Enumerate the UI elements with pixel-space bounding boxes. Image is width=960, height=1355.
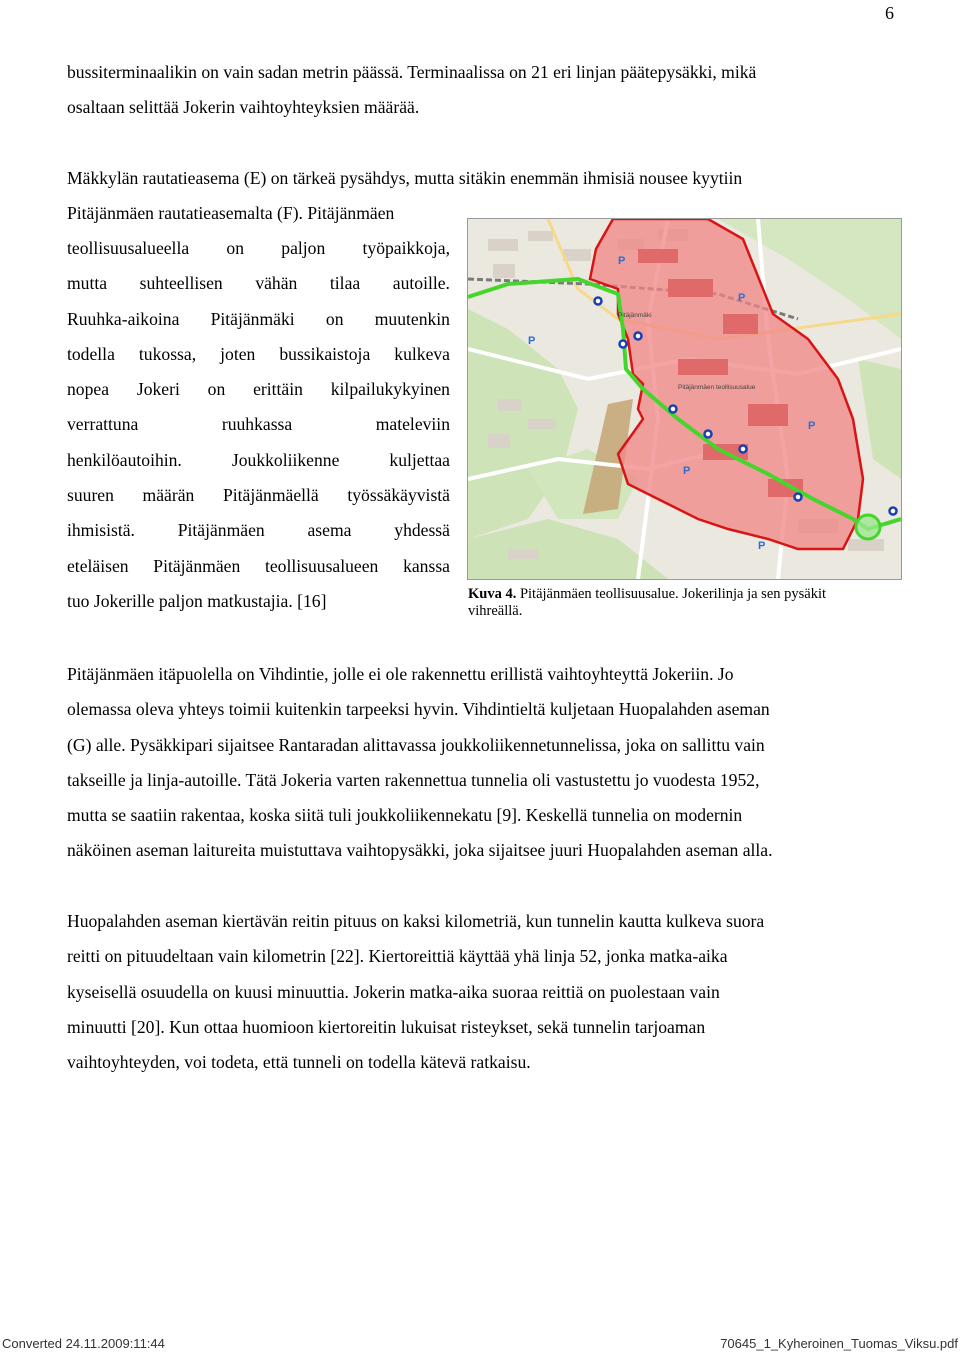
word: Pitäjänmäen: [177, 520, 265, 541]
text-line: mutta se saatiin rakentaa, koska siitä tuli joukkoliikennekatu [9]. Keskellä tunnelia on modernin: [67, 805, 743, 826]
word: teollisuusalueella: [67, 238, 190, 258]
word: Jokeri: [136, 379, 180, 400]
vihdintie-paragraph: [67, 657, 894, 869]
word: on: [207, 379, 226, 400]
justified-line: [67, 372, 450, 407]
footer-filename: 70645_1_Kyheroinen_Tuomas_Viksu.pdf: [720, 1336, 958, 1351]
word: suhteellisen: [139, 273, 223, 294]
stop-icon: [670, 406, 677, 413]
text-line: reitti on pituudeltaan vain kilometrin [22]. Kiertoreittiä käyttää yhä linja 52, jonka matka-aika: [67, 946, 728, 967]
text-fragment: Pitäjänmäen: [307, 203, 395, 224]
stop-icon: [740, 446, 747, 453]
word: kilpailukykyinen: [330, 379, 450, 400]
map-figure: [467, 218, 902, 580]
word: työpaikkoja,: [362, 238, 450, 258]
figure-caption: [468, 586, 898, 620]
word: Pitäjänmäki: [210, 308, 295, 329]
text-line: Huopalahden aseman kiertävän reitin pituus on kaksi kilometriä, kun tunnelin kautta kulkeva suora: [67, 911, 765, 931]
text-line: tuo Jokerille paljon matkustajia. [16]: [67, 590, 327, 611]
word: muutenkin: [374, 308, 450, 329]
stop-icon: [705, 431, 712, 438]
word: ihmisistä.: [67, 520, 135, 541]
word: nopea: [67, 379, 110, 400]
justified-line: [67, 443, 450, 478]
word: autoille.: [392, 273, 450, 294]
svg-text:P: P: [808, 420, 816, 432]
word: paljon: [281, 238, 326, 258]
map-label: Pitäjänmäki: [618, 312, 652, 319]
footer-converted: Converted 24.11.2009:11:44: [2, 1336, 165, 1351]
justified-line: [67, 513, 450, 548]
word: verrattuna: [67, 414, 139, 435]
justified-line: [67, 266, 450, 301]
text-line: minuutti [20]. Kun ottaa huomioon kiertoreitin lukuisat risteykset, sekä tunnelin tarjoaman: [67, 1016, 706, 1037]
text-fragment: Pitäjänmäen rautatieasemalta (F).: [67, 203, 303, 224]
caption-text-continued: vihreällä.: [468, 603, 523, 619]
word: Pitäjänmäen: [153, 555, 241, 576]
word: eteläisen: [67, 555, 129, 576]
text-line: vaihtoyhteyden, voi todeta, että tunneli on todella kätevä ratkaisu.: [67, 1052, 531, 1073]
justified-line: [67, 478, 450, 513]
text-line: osaltaan selittää Jokerin vaihtoyhteyksien määrää.: [67, 97, 420, 118]
map-image: [468, 219, 901, 579]
word: ruuhkassa: [221, 414, 293, 435]
word: vähän: [255, 273, 298, 294]
word: kanssa: [403, 555, 450, 576]
text-line: olemassa oleva yhteys toimii kuitenkin tarpeeksi hyvin. Vihdintieltä kuljetaan Huopalahden aseman: [67, 699, 770, 720]
word: teollisuusalueen: [264, 555, 379, 576]
word: suuren: [67, 485, 114, 506]
svg-text:P: P: [528, 335, 536, 347]
word: Joukkoliikenne: [231, 449, 340, 470]
text-line: (G) alle. Pysäkkipari sijaitsee Rantaradan alittavassa joukkoliikennetunnelissa, joka on sallittu vain: [67, 734, 765, 755]
word: kuljettaa: [389, 449, 450, 470]
word: Ruuhka-aikoina: [67, 308, 180, 329]
svg-text:P: P: [758, 540, 766, 552]
word: yhdessä: [394, 520, 450, 541]
word: mateleviin: [375, 414, 450, 435]
word: joten: [220, 343, 256, 364]
word: on: [226, 238, 245, 258]
huopalahti-paragraph: [67, 904, 894, 1080]
svg-text:P: P: [618, 255, 626, 267]
narrow-column: [67, 231, 450, 619]
justified-line: [67, 337, 450, 372]
text-line: näköinen aseman laitureita muistuttava vaihtopysäkki, joka sijaitsee juuri Huopalahden aseman alla.: [67, 840, 773, 861]
intro-paragraph: [67, 55, 894, 126]
word: kulkeva: [394, 343, 450, 364]
justified-line: [67, 231, 450, 266]
word: Pitäjänmäellä: [222, 485, 319, 506]
svg-text:P: P: [683, 465, 691, 477]
caption-text: Pitäjänmäen teollisuusalue. Jokerilinja ja sen pysäkit: [519, 586, 827, 602]
justified-line: [67, 549, 450, 584]
stop-icon: [795, 494, 802, 501]
page-number: 6: [885, 3, 894, 23]
word: mutta: [67, 273, 108, 294]
word: bussikaistoja: [279, 343, 371, 364]
text-line: bussiterminaalikin on vain sadan metrin päässä. Terminaalissa on 21 eri linjan päätepysäkki, mikä: [67, 62, 757, 82]
word: työssäkäyvistä: [347, 485, 450, 506]
word: erittäin: [253, 379, 303, 400]
justified-line: [67, 302, 450, 337]
word: todella: [67, 343, 115, 364]
text-line: Pitäjänmäen itäpuolella on Vihdintie, jolle ei ole rakennettu erillistä vaihtoyhteyttä Jokeriin. Jo: [67, 664, 734, 684]
stop-icon: [635, 333, 642, 340]
word: henkilöautoihin.: [67, 449, 182, 470]
svg-text:P: P: [738, 292, 746, 304]
text-line: takseille ja linja-autoille. Tätä Jokeria varten rakennettua tunnelia oli vastustettu jo vuodesta 1952,: [67, 769, 760, 790]
map-label: Pitäjänmäen teollisuusalue: [678, 384, 756, 391]
stop-icon: [620, 341, 627, 348]
caption-label: Kuva 4.: [468, 586, 517, 602]
word: määrän: [142, 485, 195, 506]
text-line: Mäkkylän rautatieasema (E) on tärkeä pysähdys, mutta sitäkin enemmän ihmisiä nousee kyytiin: [67, 168, 743, 188]
justified-line: [67, 407, 450, 442]
word: on: [325, 308, 344, 329]
stop-icon: [595, 298, 602, 305]
text-line: kyseisellä osuudella on kuusi minuuttia. Jokerin matka-aika suoraa reittiä on puolestaan vain: [67, 981, 720, 1002]
word: asema: [307, 520, 352, 541]
word: tukossa,: [138, 343, 197, 364]
stop-icon: [890, 508, 897, 515]
word: tilaa: [329, 273, 361, 294]
